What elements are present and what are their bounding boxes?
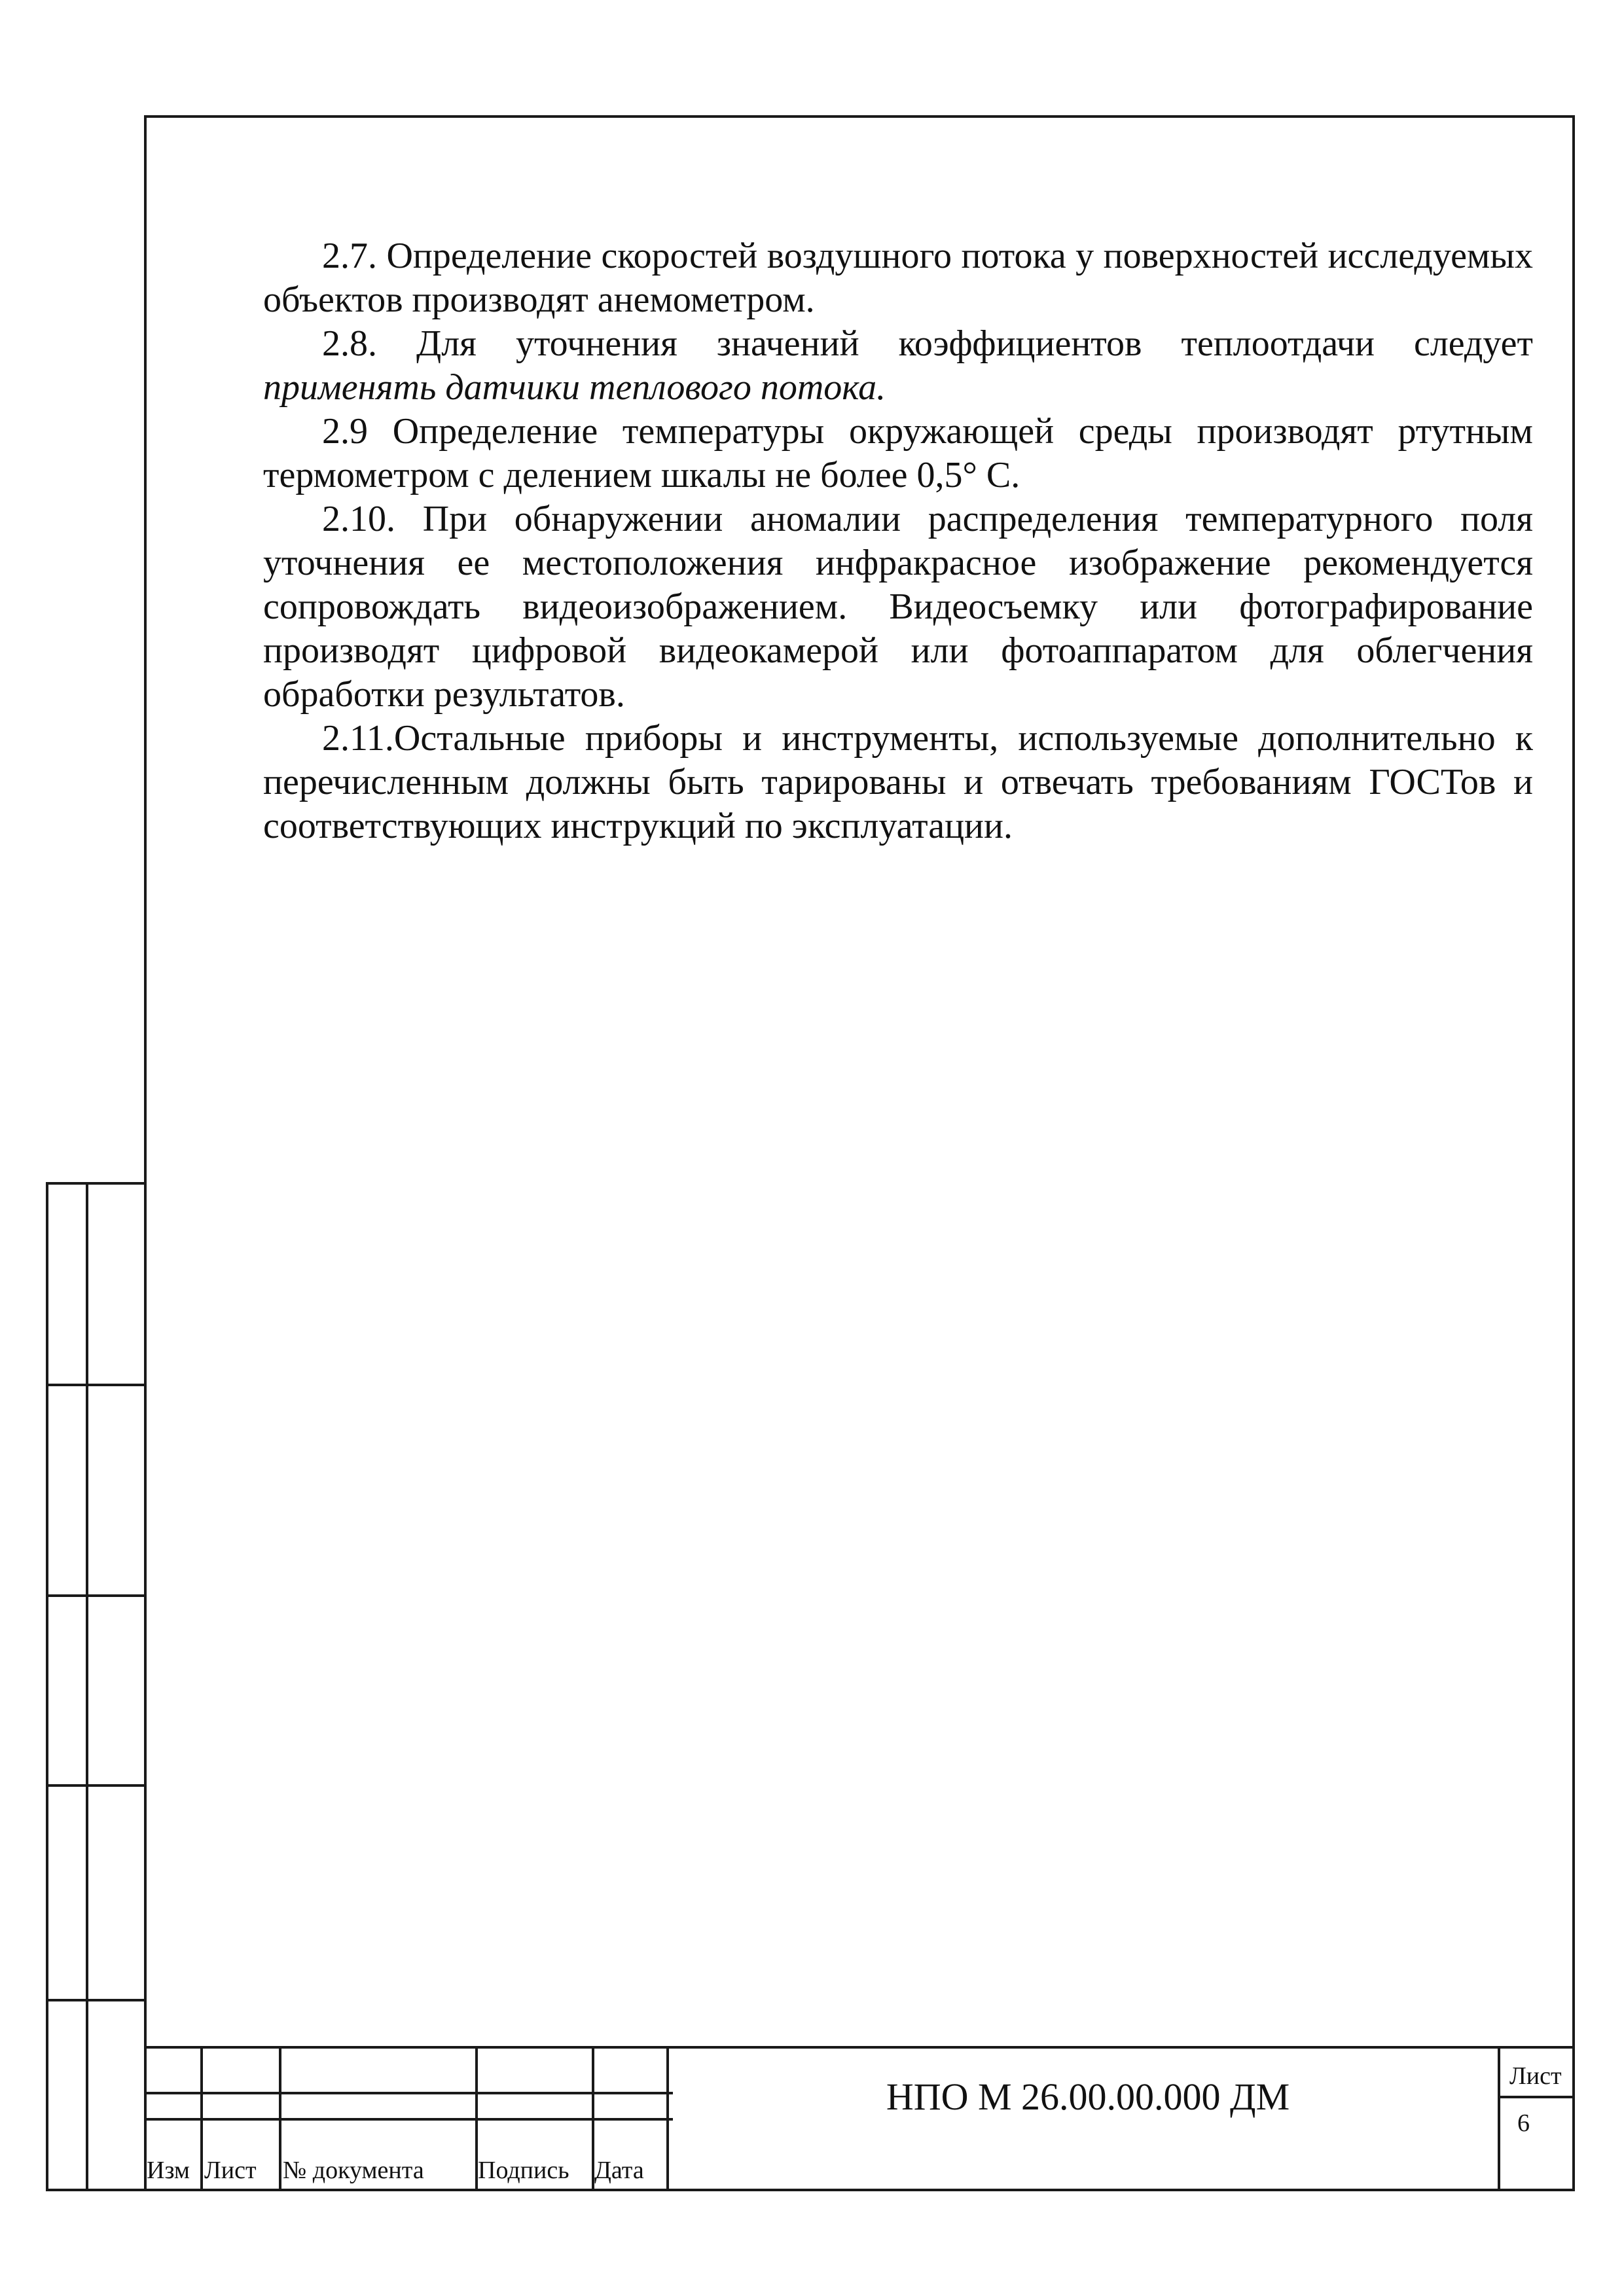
paragraph-2-10: 2.10. При обнаружении аномалии распределения температурного поля уточнения ее местоположения инфракрасное изображение рекомендуется сопровождать видеоизображением. Видеосъемку или фотографирование производят цифровой видеокамерой или фотоаппаратом для облегчения обработки результатов. bbox=[263, 499, 1533, 715]
stamp-col-signature: Подпись bbox=[478, 2157, 569, 2184]
paragraph-2-11: 2.11.Остальные приборы и инструменты, используемые дополнительно к перечисленным должны быть тарированы и отвечать требованиям ГОСТов и соответствующих инструкций по эксплуатации. bbox=[263, 718, 1533, 846]
document-code: НПО М 26.00.00.000 ДМ bbox=[886, 2075, 1290, 2118]
paragraph-2-7: 2.7. Определение скоростей воздушного потока у поверхностей исследуемых объектов производят анемометром. bbox=[263, 236, 1533, 320]
binding-strip-row-line bbox=[46, 1384, 147, 1386]
paragraph-2-8 bbox=[263, 322, 1533, 410]
paragraph-2-8-start: 2.8. Для уточнения значений коэффициентов теплоотдачи следует bbox=[322, 323, 1533, 364]
binding-strip bbox=[46, 1182, 147, 2191]
stamp-col-list: Лист bbox=[204, 2157, 257, 2184]
sheet-number: 6 bbox=[1517, 2109, 1530, 2137]
stamp-col-izm: Изм bbox=[147, 2157, 190, 2184]
sheet-label: Лист bbox=[1509, 2062, 1562, 2090]
document-body bbox=[263, 234, 1533, 848]
stamp-col-date: Дата bbox=[594, 2157, 644, 2184]
stamp-col-document: № документа bbox=[283, 2157, 424, 2184]
binding-strip-row-line bbox=[46, 1594, 147, 1597]
paragraph-2-9: 2.9 Определение температуры окружающей среды производят ртутным термометром с делением шкалы не более 0,5° С. bbox=[263, 411, 1533, 495]
paragraph-2-8-italic: применять датчики теплового потока. bbox=[263, 367, 886, 408]
binding-strip-row-line bbox=[46, 1999, 147, 2001]
binding-strip-row-line bbox=[46, 1784, 147, 1787]
binding-strip-divider bbox=[86, 1182, 88, 2191]
